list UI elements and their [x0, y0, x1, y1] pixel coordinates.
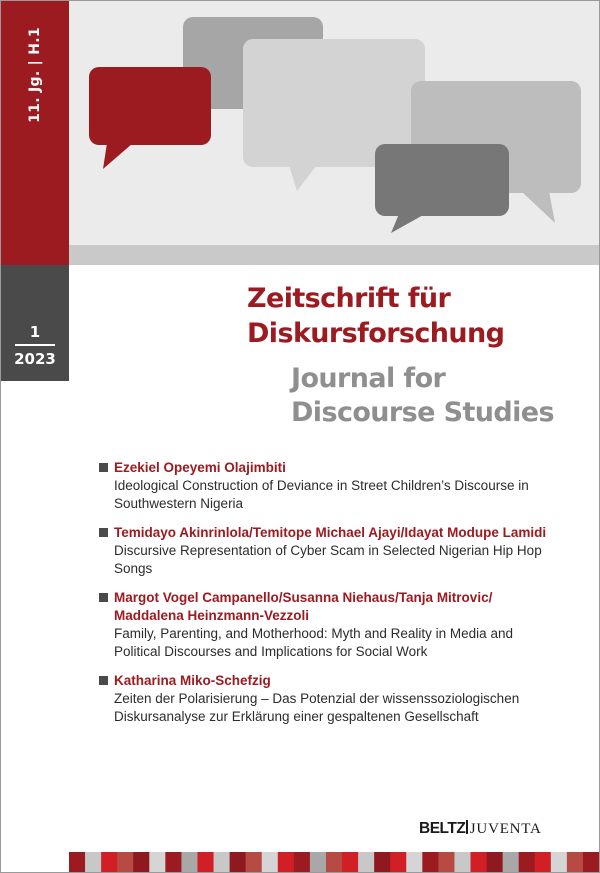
footer-color-block: [230, 852, 247, 872]
volume-sidebar: [1, 1, 69, 265]
toc-entry: [99, 589, 569, 661]
footer-color-block: [422, 852, 439, 872]
bullet-square-icon: [99, 676, 108, 685]
footer-color-block: [535, 852, 552, 872]
table-of-contents: [99, 459, 569, 737]
bullet-square-icon: [99, 463, 108, 472]
toc-authors: Margot Vogel Campanello/Susanna Niehaus/Tanja Mitrovic/: [114, 590, 493, 605]
toc-article-title: Ideological Construction of Deviance in Street Children’s Discourse in: [114, 478, 529, 493]
decorative-footer-bar: [69, 852, 599, 872]
bullet-square-icon: [99, 593, 108, 602]
footer-color-block: [214, 852, 231, 872]
toc-article-title: Zeiten der Polarisierung – Das Potenzial der wissenssoziologischen: [114, 691, 520, 706]
footer-color-block: [438, 852, 455, 872]
footer-color-block: [358, 852, 375, 872]
footer-color-block: [117, 852, 134, 872]
toc-authors: Katharina Miko-Schefzig: [114, 673, 271, 688]
footer-color-block: [181, 852, 198, 872]
publisher-name-juventa: JUVENTA: [469, 821, 542, 837]
footer-color-block: [246, 852, 263, 872]
footer-color-block: [583, 852, 599, 872]
toc-article-title: Political Discourses and Implications for Social Work: [114, 644, 428, 659]
footer-color-block: [519, 852, 536, 872]
footer-color-block: [101, 852, 118, 872]
footer-color-block: [310, 852, 327, 872]
publisher-name-beltz: BELTZ: [419, 820, 466, 837]
footer-color-block: [503, 852, 520, 872]
issue-number: 1: [29, 323, 41, 341]
footer-color-block: [278, 852, 295, 872]
toc-article-title: Southwestern Nigeria: [114, 496, 244, 511]
footer-color-block: [551, 852, 568, 872]
toc-article-title: Diskursanalyse zur Erklärung einer gespaltenen Gesellschaft: [114, 709, 479, 724]
toc-entry: [99, 524, 569, 578]
footer-color-block: [133, 852, 150, 872]
journal-title-german: [247, 281, 592, 351]
footer-color-block: [454, 852, 471, 872]
footer-color-block: [262, 852, 279, 872]
footer-color-block: [471, 852, 488, 872]
footer-color-block: [487, 852, 504, 872]
footer-color-block: [149, 852, 166, 872]
footer-color-block: [374, 852, 391, 872]
journal-title-german-line1: Zeitschrift für: [247, 283, 451, 314]
issue-divider: [15, 344, 55, 346]
speech-bubble-icon: [89, 67, 211, 169]
footer-color-block: [294, 852, 311, 872]
footer-color-block: [406, 852, 423, 872]
journal-title-german-line2: Diskursforschung: [247, 318, 505, 349]
footer-color-block: [197, 852, 214, 872]
footer-color-block: [390, 852, 407, 872]
bullet-square-icon: [99, 528, 108, 537]
publisher-logo-divider: [466, 820, 468, 834]
speech-bubble-illustration: [1, 1, 599, 265]
toc-authors: Maddalena Heinzmann-Vezzoli: [114, 608, 310, 623]
publisher-logo: [419, 820, 542, 838]
journal-title-english-line2: Discourse Studies: [291, 397, 554, 428]
toc-entry: [99, 672, 569, 726]
issue-year: 2023: [14, 350, 56, 368]
toc-article-title: Songs: [114, 561, 153, 576]
footer-color-block: [69, 852, 86, 872]
toc-article-title: Family, Parenting, and Motherhood: Myth and Reality in Media and: [114, 626, 513, 641]
footer-color-block: [85, 852, 102, 872]
journal-title-english: [291, 362, 591, 430]
volume-label: 11. Jg. | H.1: [27, 27, 43, 123]
footer-color-block: [165, 852, 182, 872]
footer-color-block: [326, 852, 343, 872]
footer-color-block: [342, 852, 359, 872]
journal-title-english-line1: Journal for: [291, 363, 446, 394]
footer-color-block: [567, 852, 584, 872]
toc-authors: Ezekiel Opeyemi Olajimbiti: [114, 460, 286, 475]
toc-authors: Temidayo Akinrinlola/Temitope Michael Ajayi/Idayat Modupe Lamidi: [114, 525, 547, 540]
speech-bubble-icon: [375, 144, 509, 233]
toc-entry: [99, 459, 569, 513]
toc-article-title: Discursive Representation of Cyber Scam in Selected Nigerian Hip Hop: [114, 543, 542, 558]
